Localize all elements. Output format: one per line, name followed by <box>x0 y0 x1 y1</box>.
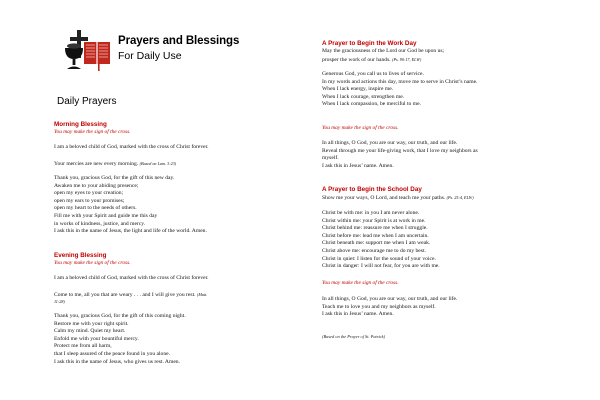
page-title: Prayers and Blessings <box>118 35 240 47</box>
prayer-line: Protect me from all harm, <box>54 343 112 350</box>
prayer-line: Enfold me with your bountiful mercy. <box>54 335 139 342</box>
evening-come-line <box>54 291 207 300</box>
morning-rubric: You may make the sign of the cross. <box>54 129 131 135</box>
school-prayer <box>322 210 440 271</box>
prayer-line: When I lack compassion, be merciful to me. <box>322 101 421 108</box>
evening-blessing-heading: Evening Blessing <box>54 252 107 259</box>
evening-rubric: You may make the sign of the cross. <box>54 260 131 266</box>
prayer-line: I ask this in Jesus’ name. Amen. <box>322 311 394 318</box>
chalice-cross-book-icon <box>60 28 116 72</box>
work-verse-ref: (Ps. 90:17, ELW) <box>392 57 422 62</box>
morning-mercies-line <box>54 160 176 169</box>
evening-line: I am a beloved child of God, marked with the cross of Christ forever. <box>54 275 209 281</box>
prayer-line: Christ in quiet: I listen for the sound of your voice. <box>322 255 436 262</box>
evening-come-text: Come to me, all you that are weary . . . and I will give you rest. <box>54 292 196 298</box>
school-rubric: You may make the sign of the cross. <box>322 280 399 286</box>
prayer-line: Calm my mind. Quiet my heart. <box>54 328 126 335</box>
prayer-line: open my ears to your promises; <box>54 197 125 204</box>
work-rubric: You may make the sign of the cross. <box>322 125 399 131</box>
morning-prayer <box>54 175 207 236</box>
prayer-line: In all things, O God, you are our way, our truth, and our life. <box>322 296 458 302</box>
prayer-line: When I lack courage, strengthen me. <box>322 93 405 100</box>
page-subtitle: For Daily Use <box>118 50 182 62</box>
prayer-line: Thank you, gracious God, for the gift of this coming night. <box>54 313 186 319</box>
evening-come-ref-cont <box>54 298 65 307</box>
prayer-line: Christ be with me: in you I am never alone. <box>322 210 420 216</box>
morning-mercies-text: Your mercies are new every morning. <box>54 161 139 167</box>
prayer-line: open my heart to the needs of others. <box>54 205 137 212</box>
header <box>60 28 300 72</box>
section-title: Daily Prayers <box>57 96 117 107</box>
evening-come-ref: (Matt. <box>196 292 208 297</box>
prayer-line: Awaken me to your abiding presence; <box>54 182 139 189</box>
prayer-line: myself. <box>322 155 339 162</box>
prayer-line: In all things, O God, you are our way, our truth, and our life. <box>322 140 458 146</box>
work-closing <box>322 140 478 170</box>
school-closing <box>322 296 457 319</box>
morning-mercies-ref: (Based on Lam. 3:23) <box>139 161 177 166</box>
prayer-line: Fill me with your Spirit and guide me this day <box>54 212 158 219</box>
prayer-line: in works of kindness, justice, and mercy. <box>54 220 146 227</box>
prayer-line: that I sleep assured of the peace found in you alone. <box>54 350 171 357</box>
evening-come-ref-2: 11:28) <box>54 299 65 304</box>
prayer-line: Generous God, you call us to lives of service. <box>322 71 424 77</box>
prayer-line: I ask this in the name of Jesus, who gives us rest. Amen. <box>54 358 180 365</box>
work-verse-line: May the graciousness of the Lord our God be upon us; <box>322 48 445 54</box>
prayer-line: Christ above me: encourage me to do my best. <box>322 247 426 254</box>
prayer-line: Christ beneath me: support me when I am weak. <box>322 240 431 247</box>
morning-line: I am a beloved child of God, marked with the cross of Christ forever. <box>54 144 209 150</box>
work-day-heading: A Prayer to Begin the Work Day <box>322 40 417 47</box>
prayer-line: When I lack energy, inspire me. <box>322 86 394 93</box>
prayer-line: Christ in danger: I will not fear, for you are with me. <box>322 263 440 270</box>
prayer-line: In my words and actions this day, move me to serve in Christ’s name. <box>322 78 478 85</box>
school-verse-line <box>322 194 474 203</box>
prayer-line: I ask this in Jesus’ name. Amen. <box>322 162 394 169</box>
prayer-line: Reveal through me your life-giving work, that I love my neighbors as <box>322 147 478 154</box>
evening-prayer <box>54 313 186 366</box>
prayer-line: I ask this in the name of Jesus, the light and life of the world. Amen. <box>54 228 207 235</box>
prayer-line: Christ within me: your Spirit is at work in me. <box>322 217 426 224</box>
work-verse-text: prosper the work of our hands. <box>322 57 391 63</box>
prayer-line: open my eyes to your creation; <box>54 190 124 197</box>
prayer-line: Christ before me: lead me when I am uncertain. <box>322 232 429 239</box>
school-verse-ref: (Ps. 25:4, ELW) <box>446 195 474 200</box>
school-day-heading: A Prayer to Begin the School Day <box>322 186 422 193</box>
work-verse-line-2 <box>322 56 421 65</box>
prayer-line: Christ behind me: reassure me when I struggle. <box>322 225 428 232</box>
morning-blessing-heading: Morning Blessing <box>54 121 107 128</box>
prayer-line: Thank you, gracious God, for the gift of this new day. <box>54 175 175 181</box>
prayer-line: Teach me to love you and my neighbors as myself. <box>322 303 436 310</box>
school-credit: (Based on the Prayer of St. Patrick) <box>322 334 386 339</box>
work-prayer <box>322 71 477 109</box>
prayer-line: Restore me with your right spirit. <box>54 320 129 327</box>
school-verse-text: Show me your ways, O Lord, and teach me your paths. <box>322 195 446 201</box>
